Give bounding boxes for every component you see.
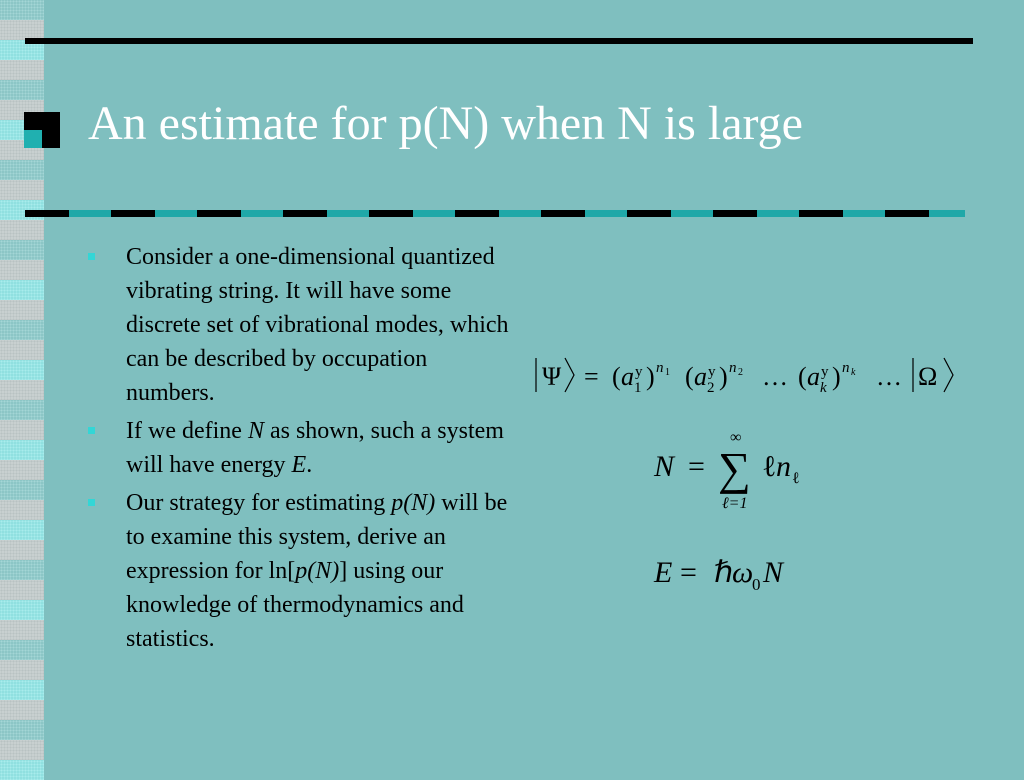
rule-segment: [155, 210, 197, 217]
rule-segment: [327, 210, 369, 217]
operator-a1: a: [621, 362, 634, 391]
bullet-square-icon: [88, 427, 95, 434]
bullet-square-icon: [88, 253, 95, 260]
dagger-2: y: [708, 364, 716, 380]
exp-sub-k: k: [851, 367, 856, 378]
strip-cell: [0, 260, 44, 280]
rule-segment: [499, 210, 541, 217]
sum-upper-limit: ∞: [730, 429, 742, 446]
n-symbol: N: [654, 450, 675, 483]
exp-sub-2: 2: [738, 367, 743, 378]
energy-equation-svg: [650, 548, 830, 598]
rule-segment: [757, 210, 799, 217]
strip-cell: [0, 600, 44, 620]
rule-segment: [799, 210, 843, 217]
strip-cell: [0, 640, 44, 660]
rule-segment: [69, 210, 111, 217]
rule-segment: [455, 210, 499, 217]
strip-cell: [0, 760, 44, 780]
bullet-square-icon: [88, 499, 95, 506]
strip-cell: [0, 540, 44, 560]
bullet-text: N: [247, 418, 264, 444]
rule-segment: [843, 210, 885, 217]
paren: ): [719, 362, 728, 391]
strip-cell: [0, 580, 44, 600]
rule-segment: [885, 210, 929, 217]
rule-segment: [929, 210, 965, 217]
strip-cell: [0, 680, 44, 700]
rule-segment: [197, 210, 241, 217]
strip-cell: [0, 560, 44, 580]
strip-cell: [0, 720, 44, 740]
exp-2: n: [729, 360, 737, 376]
bullet-text: p(N): [295, 558, 340, 584]
energy-equation: [650, 548, 830, 606]
strip-cell: [0, 660, 44, 680]
equals-sign: =: [584, 362, 599, 391]
strip-cell: [0, 160, 44, 180]
rule-segment: [25, 210, 69, 217]
bullet-text: ] using our knowledge of thermodynamics and statistics.: [126, 558, 464, 652]
strip-cell: [0, 180, 44, 200]
omega-sub: 0: [752, 575, 761, 594]
ellipsis: …: [762, 362, 788, 391]
rule-segment: [585, 210, 627, 217]
rule-segment: [241, 210, 283, 217]
equals-sign: =: [688, 450, 705, 483]
n-ell-sub: ℓ: [792, 470, 800, 487]
rule-segment: [413, 210, 455, 217]
ellipsis: …: [876, 362, 902, 391]
bullet-item: [84, 414, 514, 482]
bullet-text: If we define: [126, 418, 248, 444]
equals-sign: =: [680, 556, 697, 589]
rule-segment: [627, 210, 671, 217]
strip-cell: [0, 340, 44, 360]
exp-k: n: [842, 360, 850, 376]
dashed-rule: [25, 210, 965, 217]
bullet-text: E: [291, 452, 307, 478]
number-equation-svg: [650, 420, 830, 520]
number-equation: [650, 420, 830, 528]
rule-segment: [713, 210, 757, 217]
bullet-item: [84, 486, 514, 656]
bullet-item: [84, 240, 514, 410]
bullet-text: as shown, such a system will have energy: [126, 418, 504, 478]
paren: (: [685, 362, 694, 391]
paren: ): [832, 362, 841, 391]
sum-symbol: ∑: [718, 443, 751, 494]
strip-cell: [0, 520, 44, 540]
strip-cell: [0, 0, 44, 20]
rule-segment: [283, 210, 327, 217]
bullet-list: [84, 240, 514, 660]
strip-cell: [0, 240, 44, 260]
sum-lower-limit: ℓ=1: [722, 495, 748, 512]
bullet-text: .: [306, 452, 313, 478]
psi-symbol: Ψ: [542, 362, 562, 391]
omega-symbol: ω: [732, 556, 754, 589]
title-bullet-icon: [24, 112, 60, 148]
state-equation: [530, 352, 970, 410]
slide-title: An estimate for p(N) when N is large: [88, 97, 803, 150]
strip-cell: [0, 300, 44, 320]
bullet-text: Consider a one-dimensional quantized vibrating string. It will have some discrete set of vibrational modes, which can be described by occupation numbers.: [126, 244, 509, 406]
rule-segment: [671, 210, 713, 217]
n-ell-symbol: n: [776, 450, 791, 483]
strip-cell: [0, 480, 44, 500]
strip-cell: [0, 620, 44, 640]
exp-sub-1: 1: [665, 367, 670, 378]
strip-cell: [0, 460, 44, 480]
strip-cell: [0, 20, 44, 40]
paren: (: [798, 362, 807, 391]
top-rule: [25, 38, 973, 44]
strip-cell: [0, 700, 44, 720]
operator-a2: a: [694, 362, 707, 391]
e-symbol: E: [654, 556, 673, 589]
sub-2: 2: [707, 380, 715, 396]
strip-cell: [0, 280, 44, 300]
strip-cell: [0, 380, 44, 400]
strip-cell: [0, 80, 44, 100]
rule-segment: [369, 210, 413, 217]
n-symbol: N: [763, 556, 784, 589]
ell-symbol: ℓ: [762, 450, 777, 483]
hbar-symbol: ℏ: [714, 556, 734, 589]
strip-cell: [0, 60, 44, 80]
paren: ): [646, 362, 655, 391]
paren: (: [612, 362, 621, 391]
strip-cell: [0, 740, 44, 760]
strip-cell: [0, 360, 44, 380]
bullet-text: Our strategy for estimating: [126, 490, 392, 516]
exp-1: n: [656, 360, 664, 376]
state-equation-svg: [530, 352, 970, 402]
rule-segment: [111, 210, 155, 217]
strip-cell: [0, 400, 44, 420]
strip-cell: [0, 500, 44, 520]
strip-cell: [0, 420, 44, 440]
dagger-1: y: [635, 364, 643, 380]
bullet-text: will be to examine this system, derive an expression for ln[: [126, 490, 508, 584]
strip-cell: [0, 220, 44, 240]
sub-1: 1: [634, 380, 642, 396]
rule-segment: [541, 210, 585, 217]
omega-symbol: Ω: [918, 362, 938, 391]
operator-ak: a: [807, 362, 820, 391]
sub-k: k: [820, 380, 827, 396]
dagger-k: y: [821, 364, 829, 380]
bullet-text: p(N): [391, 490, 436, 516]
strip-cell: [0, 320, 44, 340]
strip-cell: [0, 440, 44, 460]
